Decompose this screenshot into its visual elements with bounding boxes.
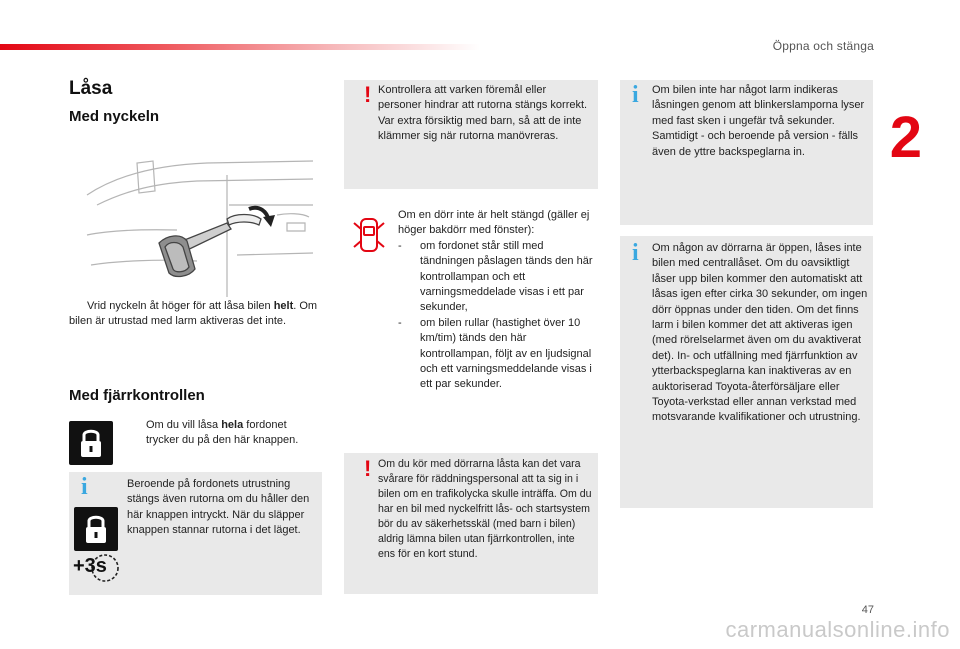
info-box-door-open-lock: i Om någon av dörrarna är öppen, låses inte bilen med centrallåset. Om du oavsiktligt låser upp bilen kommer den automatiskt att låsas igen efter cirka 30 sekunder, om ingen dörr öppnas under den tiden. Om det finns larm i bilen kommer det att aktiveras igen (med rörelselarmet även om du avaktiverat det). In- och utfällning med fjärrfunktion av ytterbackspeglarna kan inaktiveras av en auktoriserad Toyota-återförsäljare eller Toyota-verkstad eller annan verkstad med motsvarande kvalifikationer och utrustning. [620, 236, 873, 508]
list-item: - om bilen rullar (hastighet över 10 km/tim) tänds den här kontrollampan, följt av en ljudsignal och ett varningsmeddelande visas i ett par sekunder. [398, 316, 592, 391]
hold-3-seconds-icon: +3s [70, 552, 120, 584]
page-number: 47 [861, 604, 874, 616]
lock-button-icon [74, 507, 118, 551]
car-door-key-illustration [77, 135, 321, 297]
list-item: - om fordonet står still med tändningen påslagen tänds den här kontrollampan och ett varningsmeddelade visas i ett par sekunder, [398, 239, 593, 314]
door-open-description: Om en dörr inte är helt stängd (gäller ej höger bakdörr med fönster): - om fordonet står still med tändningen påslagen tänds den här kontrollampan och ett varningsmeddelade visas i ett par sekunder, - om bilen rullar (hastighet över 10 km/tim) tänds den här kontrollampan, följt av en ljudsignal och ett varningsmeddelande visas i ett par sekunder. [398, 208, 598, 393]
info-icon: i [632, 240, 639, 266]
info-box-hold-button: i Beroende på fordonets utrustning stängs även rutorna om du håller den här knappen intryckt. När du släpper knappen stannar rutorna i det läget. [69, 472, 322, 595]
header-accent-bar [0, 44, 480, 50]
warning-icon: ! [364, 456, 372, 481]
info-box-no-alarm: i Om bilen inte har något larm indikeras låsningen genom att blinkerslamporna lyser med fast sken i ungefär två sekunder. Samtidigt - och beroende på version - fälls även de yttre backspeglarna in. [620, 80, 873, 225]
page-title: Låsa [69, 78, 113, 99]
with-key-heading: Med nyckeln [69, 108, 160, 125]
door-open-warning-lamp-icon [352, 215, 386, 257]
warning-box-window-check: ! Kontrollera att varken föremål eller personer hindrar att rutorna stängs korrekt. Var extra försiktig med barn, så att de inte klämmer sig när rutorna manövreras. [344, 80, 598, 189]
with-key-instruction: Vrid nyckeln åt höger för att låsa bilen helt. Om bilen är utrustad med larm aktiveras det inte. [69, 300, 318, 328]
watermark: carmanualsonline.info [725, 617, 950, 642]
warning-box-locked-driving: ! Om du kör med dörrarna låsta kan det vara svårare för räddningspersonal att ta sig in i bilen om en trafikolycka skulle inträffa. Om du har en bil med nyckelfritt lås- och startsystem bör du av säkerhetsskäl (med barn i bilen) aldrig lämna bilen utan fjärrkontrollen, inte ens för en kort stund. [344, 453, 598, 594]
warning-icon: ! [364, 82, 372, 107]
chapter-number: 2 [889, 105, 922, 170]
with-remote-heading: Med fjärrkontrollen [69, 387, 205, 404]
info-icon: i [81, 474, 88, 500]
lock-button-icon [69, 421, 113, 465]
section-title: Öppna och stänga [772, 39, 874, 53]
info-icon: i [632, 82, 639, 108]
with-remote-instruction: Om du vill låsa hela fordonet trycker du på den här knappen. [146, 419, 299, 447]
